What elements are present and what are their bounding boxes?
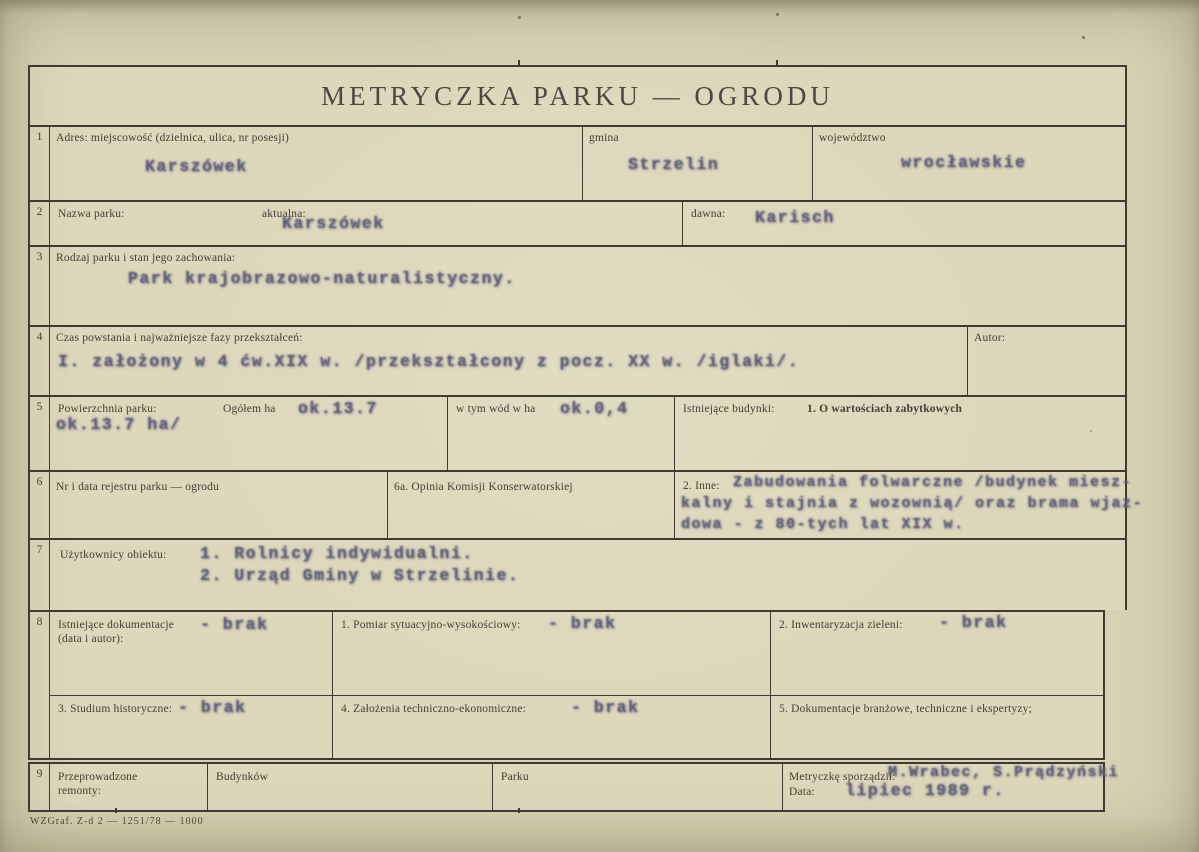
pomiar-value: - brak (548, 614, 617, 633)
form-title: METRYCZKA PARKU — OGRODU (321, 81, 834, 111)
ogolem-value: ok.13.7 (298, 399, 378, 418)
studium-label: 3. Studium historyczne: (58, 703, 173, 715)
wojewodztwo-label: województwo (819, 132, 886, 144)
title-row (28, 65, 1127, 125)
rodzaj-cell (50, 247, 1125, 325)
powierzchnia-label: Powierzchnia parku: (58, 403, 157, 415)
wod-value: ok.0,4 (560, 399, 629, 418)
uzytkownicy-line1: 1. Rolnicy indywidualni. (200, 544, 474, 563)
nazwa-dawna-cell (682, 202, 1125, 245)
powierzchnia-value: ok.13.7 ha/ (56, 415, 182, 434)
row-number: 2 (30, 202, 50, 245)
studium-cell (50, 695, 332, 758)
autor-label: Autor: (974, 332, 1006, 344)
inwentaryzacja-cell (770, 612, 1103, 695)
fold-mark (776, 60, 778, 65)
rejestr-cell (50, 472, 387, 538)
remonty-budynkow-cell (207, 764, 492, 810)
row-number: 3 (30, 247, 50, 325)
zalozenia-cell (332, 695, 770, 758)
data-value: lipiec 1989 r. (845, 781, 1005, 800)
dawna-label: dawna: (691, 208, 726, 220)
opinia-cell (387, 472, 674, 538)
powierzchnia-cell (50, 397, 447, 470)
nazwa-aktualna-cell (50, 202, 682, 245)
row-7-uzytkownicy (28, 538, 1127, 610)
inne-label: 2. Inne: (683, 480, 720, 492)
inne-value-line2: kalny i stajnia z wozownią/ oraz brama wjaz- (681, 495, 1144, 512)
row-9-remonty (28, 762, 1120, 812)
paper-speck (776, 13, 779, 16)
adres-label: Adres: miejscowość (dzielnica, ulica, nr posesji) (56, 132, 290, 144)
sporzadzil-value: M.Wrabec, S.Prądzyński (888, 764, 1120, 781)
inne-cell (674, 472, 1144, 538)
adres-value: Karszówek (145, 157, 248, 176)
dokumentacje-label-line2: (data i autor): (58, 633, 124, 645)
row-number: 7 (30, 540, 50, 610)
row-3-rodzaj (28, 245, 1127, 325)
row-number: 8 (30, 612, 50, 758)
gmina-value: Strzelin (628, 155, 720, 174)
row-number: 4 (30, 327, 50, 395)
zalozenia-label: 4. Założenia techniczno-ekonomiczne: (341, 703, 527, 715)
row-number: 5 (30, 397, 50, 470)
zalozenia-value: - brak (571, 698, 640, 717)
dokumentacje-value: - brak (200, 615, 269, 634)
remonty-parku-cell (492, 764, 782, 810)
row-number: 6 (30, 472, 50, 538)
parku-label: Parku (501, 771, 529, 783)
row-number: 9 (30, 764, 50, 810)
uzytkownicy-cell (50, 540, 1125, 610)
print-imprint: WZGraf. Z-d 2 — 1251/78 — 1000 (30, 816, 204, 827)
czas-powstania-cell (50, 327, 967, 395)
nazwa-label: Nazwa parku: (58, 208, 125, 220)
paper-speck (1082, 36, 1085, 39)
rodzaj-label: Rodzaj parku i stan jego zachowania: (56, 252, 236, 264)
inwentaryzacja-value: - brak (939, 613, 1008, 632)
row-2-nazwa (28, 200, 1127, 245)
rejestr-label: Nr i data rejestru parku — ogrodu (56, 481, 220, 493)
fold-mark (518, 60, 520, 65)
inne-value-line3: dowa - z 80-tych lat XIX w. (681, 516, 965, 533)
gmina-cell (582, 127, 812, 200)
sporzadzil-cell (782, 764, 1120, 810)
autor-cell (967, 327, 1125, 395)
sporzadzil-label: Metryczkę sporządził: (789, 771, 896, 783)
row-8-dokumentacje (28, 610, 1105, 760)
dokumentacje-cell (50, 612, 332, 695)
studium-value: - brak (178, 698, 247, 717)
budynki-item1: 1. O wartościach zabytkowych (807, 403, 963, 415)
czas-powstania-value: I. założony w 4 ćw.XIX w. /przekształcony z pocz. XX w. /iglaki/. (58, 352, 800, 371)
pomiar-cell (332, 612, 770, 695)
wojewodztwo-value: wrocławskie (901, 153, 1027, 172)
wod-label: w tym wód w ha (456, 403, 536, 415)
inwentaryzacja-label: 2. Inwentaryzacja zieleni: (779, 619, 903, 631)
uzytkownicy-label: Użytkownicy obiektu: (60, 549, 167, 561)
remonty-label-line2: remonty: (58, 785, 102, 797)
dawna-value: Karisch (755, 208, 835, 227)
ogolem-label: Ogółem ha (223, 403, 276, 415)
branzowe-cell (770, 695, 1103, 758)
metryczka-form (28, 65, 1144, 812)
data-label: Data: (789, 786, 815, 798)
row-1-adres (28, 125, 1127, 200)
aktualna-value: Karszówek (282, 214, 385, 233)
fold-mark (115, 808, 117, 813)
opinia-label: 6a. Opinia Komisji Konserwatorskiej (394, 481, 573, 493)
remonty-label-line1: Przeprowadzone (58, 771, 138, 783)
fold-mark (518, 808, 520, 813)
uzytkownicy-line2: 2. Urząd Gminy w Strzelinie. (200, 566, 520, 585)
wojewodztwo-cell (812, 127, 1125, 200)
row-6-rejestr (28, 470, 1144, 538)
inne-value-line1: Zabudowania folwarczne /budynek miesz- (733, 474, 1133, 491)
budynki-cell (674, 397, 1125, 470)
paper-speck (518, 16, 521, 19)
budynkow-label: Budynków (216, 771, 269, 783)
pomiar-label: 1. Pomiar sytuacyjno-wysokościowy: (341, 619, 521, 631)
rodzaj-value: Park krajobrazowo-naturalistyczny. (128, 269, 516, 288)
gmina-label: gmina (589, 132, 619, 144)
row-number: 1 (30, 127, 50, 200)
budynki-label: Istniejące budynki: (683, 403, 775, 415)
wod-cell (447, 397, 674, 470)
row-4-czas-powstania (28, 325, 1127, 395)
adres-cell (50, 127, 582, 200)
remonty-cell (50, 764, 207, 810)
branzowe-label: 5. Dokumentacje branżowe, techniczne i ekspertyzy; (779, 703, 1032, 715)
dokumentacje-label-line1: Istniejące dokumentacje (58, 619, 175, 631)
aktualna-label: aktualna: (262, 208, 306, 220)
row-5-powierzchnia (28, 395, 1127, 470)
czas-powstania-label: Czas powstania i najważniejsze fazy przekształceń: (56, 332, 303, 344)
